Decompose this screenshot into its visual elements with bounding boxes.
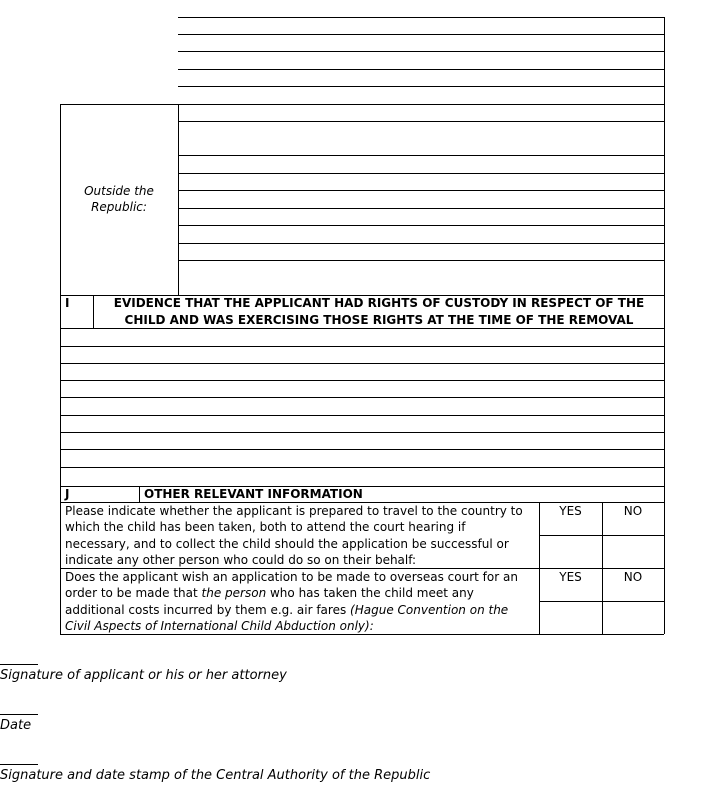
authority-signature-label: Signature and date stamp of the Central Authority of the Republic [0, 768, 431, 783]
section-j-letter: J [65, 487, 70, 501]
question-costs-line1: Does the applicant wish an application to be made to overseas court for an [65, 570, 518, 584]
question-costs-line3: additional costs incurred by them e.g. air fares (Hague Convention on the [65, 603, 509, 617]
travel-no-box[interactable] [603, 536, 663, 567]
travel-yes-box[interactable] [540, 536, 601, 567]
travel-yes-label: YES [559, 504, 582, 518]
question-travel-line4: indicate any other person who could do so on their behalf: [65, 553, 417, 567]
question-travel-line3: necessary, and to collect the child should the application be successful or [65, 537, 509, 551]
question-costs-line4: Civil Aspects of International Child Abduction only): [65, 619, 374, 633]
travel-no-label: NO [623, 504, 643, 518]
date-line[interactable] [0, 714, 38, 715]
section-j-heading: OTHER RELEVANT INFORMATION [144, 487, 363, 501]
date-label: Date [0, 718, 32, 733]
costs-no-label: NO [623, 570, 643, 584]
section-i-letter: I [65, 296, 70, 310]
question-costs-line2: order to be made that the person who has taken the child meet any [65, 586, 474, 600]
applicant-signature-label: Signature of applicant or his or her attorney [0, 668, 287, 683]
applicant-signature-line[interactable] [0, 664, 38, 665]
outside-republic-label: Outside the Republic: [84, 184, 154, 214]
section-i-heading-line1: EVIDENCE THAT THE APPLICANT HAD RIGHTS OF CUSTODY IN RESPECT OF THE [113, 296, 645, 310]
section-i-heading-line2: CHILD AND WAS EXERCISING THOSE RIGHTS AT THE TIME OF THE REMOVAL [124, 313, 634, 327]
question-travel-line2: which the child has been taken, both to attend the court hearing if [65, 520, 466, 534]
authority-signature-line[interactable] [0, 764, 38, 765]
costs-yes-box[interactable] [540, 602, 601, 633]
costs-no-box[interactable] [603, 602, 663, 633]
costs-yes-label: YES [559, 570, 582, 584]
question-travel-line1: Please indicate whether the applicant is prepared to travel to the country to [65, 504, 523, 518]
